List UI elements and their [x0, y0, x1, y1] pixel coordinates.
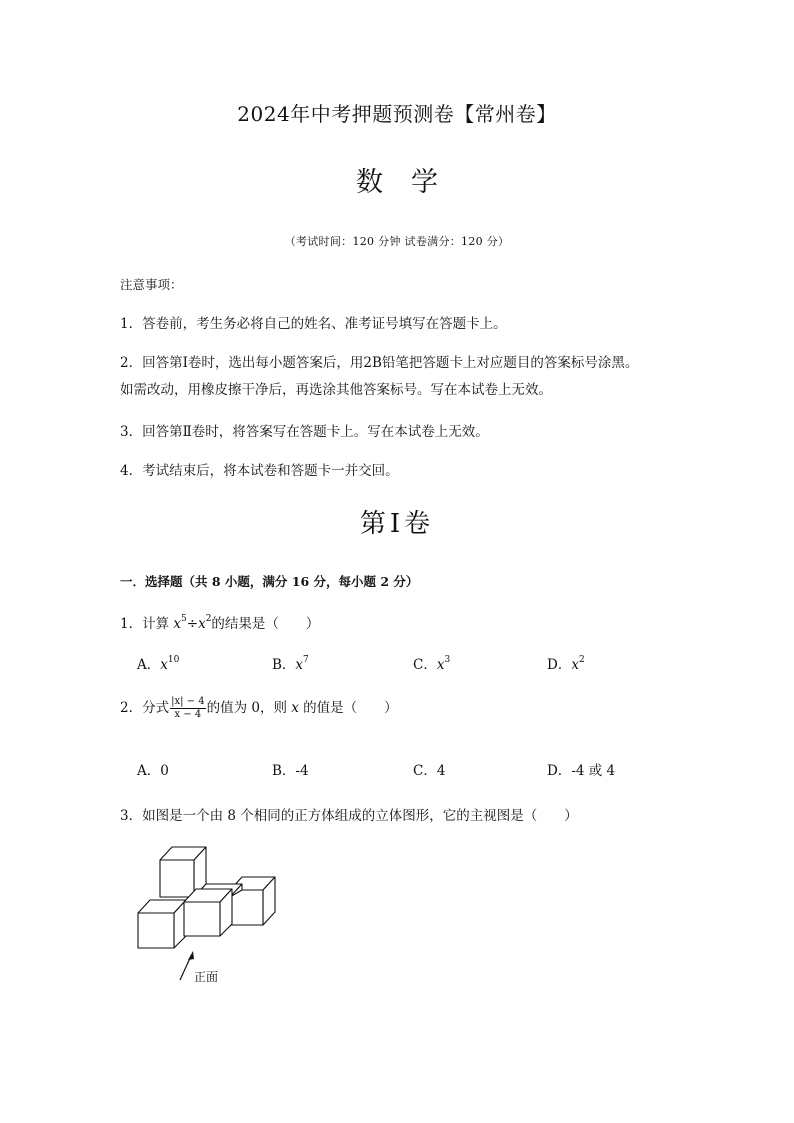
q2-option-d[interactable]: D．-4 或 4	[547, 763, 616, 779]
q2-option-c[interactable]: C．4	[413, 763, 446, 779]
notice-item-4: 4．考试结束后，将本试卷和答题卡一并交回。	[120, 463, 399, 479]
q2-option-a[interactable]: A．0	[137, 763, 169, 779]
notice-item-2: 2．回答第Ⅰ卷时，选出每小题答案后，用2B铅笔把答题卡上对应题目的答案标号涂黑。	[120, 355, 639, 371]
q1-prefix: 1．计算	[120, 616, 174, 632]
notice-item-3: 3．回答第Ⅱ卷时，将答案写在答题卡上。写在本试卷上无效。	[120, 424, 489, 440]
q1-option-c[interactable]: C．$x^3$	[413, 655, 451, 673]
section-title: 第Ⅰ卷	[359, 509, 435, 539]
question-2: 2．分式 $\frac{|x| - 4}{x - 4}$ 的值为 0，则 x 的值是（ ）	[120, 696, 398, 720]
subject-title: 数学	[356, 167, 466, 198]
q1-option-b[interactable]: B．$x^7$	[272, 655, 309, 673]
q2-option-b[interactable]: B．-4	[272, 763, 309, 779]
notice-item-2-cont: 如需改动，用橡皮擦干净后，再选涂其他答案标号。写在本试卷上无效。	[120, 382, 552, 398]
q2-fraction: $\frac{|x| - 4}{x - 4}$	[171, 696, 205, 720]
figure-front-label: 正面	[194, 970, 219, 984]
notice-heading: 注意事项：	[120, 277, 183, 292]
q2-prefix: 2．分式	[120, 700, 170, 716]
question-1: 1．计算 $x^5\div x^2$的结果是（ ）	[120, 614, 320, 632]
question-3: 3．如图是一个由 8 个相同的正方体组成的立体图形，它的主视图是（ ）	[120, 808, 578, 824]
q1-option-d[interactable]: D．$x^2$	[547, 655, 585, 673]
exam-title: 2024年中考押题预测卷【常州卷】	[237, 102, 557, 126]
notice-item-1: 1．答卷前，考生务必将自己的姓名、准考证号填写在答题卡上。	[120, 316, 507, 332]
q1-suffix: 的结果是（ ）	[211, 616, 320, 632]
q1-option-a[interactable]: A．$x^{10}$	[137, 655, 180, 673]
exam-info: （考试时间：120 分钟 试卷满分：120 分）	[284, 235, 510, 248]
part-heading: 一．选择题（共 8 小题，满分 16 分，每小题 2 分）	[120, 574, 419, 589]
